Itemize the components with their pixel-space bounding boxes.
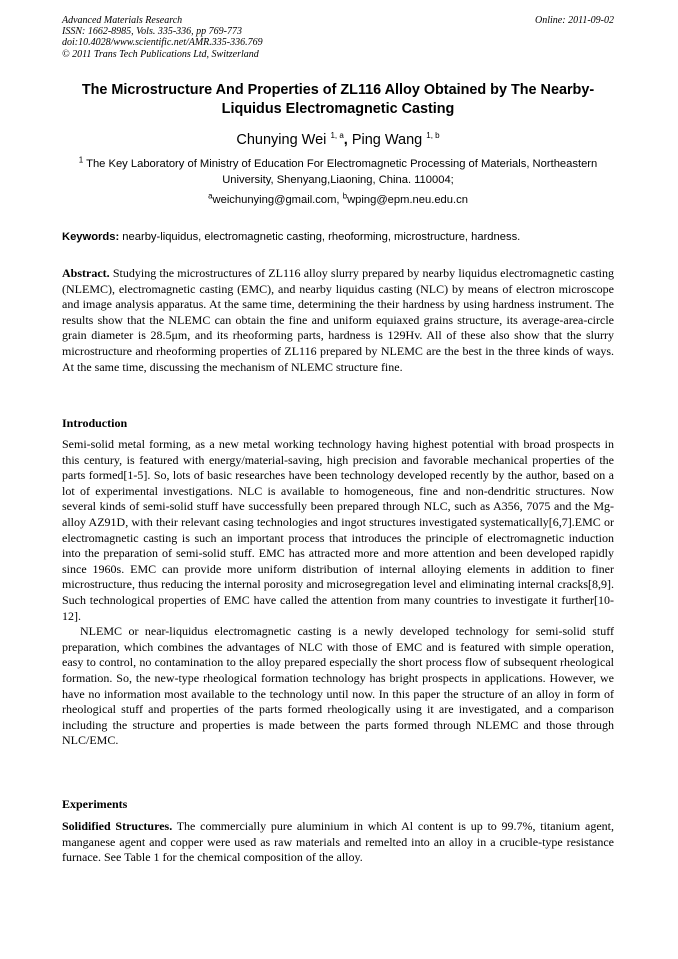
journal-name: Advanced Materials Research [62, 15, 183, 26]
online-date: Online: 2011-09-02 [535, 15, 614, 26]
email-mark: a [208, 191, 213, 201]
subsection-label: Solidified Structures. [62, 819, 173, 833]
experiments-section [62, 819, 614, 866]
experiments-paragraph [62, 819, 614, 866]
introduction-paragraph: NLEMC or near-liquidus electromagnetic casting is a newly developed technology for semi-solid stuff preparation, which combines the advantages of NLC with those of EMC and is featured with simple operation, easy to control, no contamination to the alloy prepared especially the short process flow of subsequent rheological formation. So, the new-type rheological formation technology has bright prospects in applications. However, we have no information most available to the technology until now. In this paper the structure of an alloy in form of rheological stuff and properties of the parts formed rheologically using it are investigated, and a comparison including the structure and properties is made between the parts formed through NLEMC and those through NLC/EMC. [62, 624, 614, 748]
introduction-section [62, 437, 614, 749]
keywords-label: Keywords: [62, 231, 120, 243]
abstract-section [62, 266, 614, 375]
abstract-label: Abstract. [62, 266, 110, 280]
author-separator: , [343, 132, 352, 148]
author-name: Chunying Wei [236, 132, 327, 148]
section-heading-introduction: Introduction [62, 416, 128, 430]
author-list [62, 131, 614, 149]
email-mark: b [342, 191, 348, 201]
copyright-line: © 2011 Trans Tech Publications Ltd, Switzerland [62, 48, 259, 60]
keywords-text: nearby-liquidus, electromagnetic casting, rheoforming, microstructure, hardness. [119, 231, 521, 243]
issn-line: ISSN: 1662-8985, Vols. 335-336, pp 769-773 [62, 26, 242, 38]
affiliation-text: The Key Laboratory of Ministry of Education For Electromagnetic Processing of Materials, Northeastern University, Shenyang,Liaoning, China. 110004; [86, 158, 598, 186]
email-address: wping@epm.neu.edu.cn [347, 194, 468, 206]
author-name: Ping Wang [351, 132, 423, 148]
doi-line: doi:10.4028/www.scientific.net/AMR.335-336.769 [62, 37, 263, 49]
author-affiliation-mark: 1, b [426, 131, 440, 141]
affiliation-mark: 1 [78, 155, 84, 165]
keywords [62, 230, 614, 244]
author-emails [62, 193, 614, 207]
introduction-paragraph: Semi-solid metal forming, as a new metal working technology having highest potential with broad prospects in this century, is featured with energy/material-saving, high precision and favorable mechanical properties of the parts formed[1-5]. So, lots of basic researches have been technology developed recently by the author, based on a lot of experimental investigations. NLC is available to homogeneous, fine and non-dendritic structures. Now several kinds of semi-solid stuff have successfully been prepared through NLC, such as A356, 7075 and the Mg-alloy AZ91D, with their relevant casing technologies and ingot structures investigated systematically[6,7].EMC or electromagnetic casting is such an important process that introduces the principle of electromagnetic induction into the preparation of semi-solid stuff. EMC has attracted more and more attention and been developed rapidly since 1960s. EMC can provide more uniform distribution of internal alloying elements in addition to finer microstructure, thus reducing the internal porosity and microsegregation level and eliminating internal cracks[8,9]. Such technological properties of EMC have called the attention from many countries to investigate it further[10-12]. [62, 437, 614, 623]
journal-header [62, 15, 263, 60]
affiliation [62, 156, 614, 188]
author-affiliation-mark: 1, a [330, 131, 344, 141]
email-separator: , [336, 194, 343, 206]
email-address: weichunying@gmail.com [212, 194, 337, 206]
section-heading-experiments: Experiments [62, 797, 128, 811]
abstract-paragraph [62, 266, 614, 375]
paper-title: The Microstructure And Properties of ZL116 Alloy Obtained by The Nearby-Liquidus Electromagnetic Casting [81, 82, 595, 117]
experiments-text: The commercially pure aluminium in which Al content is up to 99.7%, titanium agent, manganese agent and copper were used as raw materials and remelted into an alloy in a crucible-type resistance furnace. See Table 1 for the chemical composition of the alloy. [62, 819, 614, 865]
abstract-text: Studying the microstructures of ZL116 alloy slurry prepared by nearby liquidus electromagnetic casting (NLEMC), electromagnetic casting (EMC), and nearby liquidus casting (NLC) by means of electron microscope and image analysis apparatus. At the same time, determining the their hardness by using hardness instrument. The results show that the NLEMC can obtain the fine and uniform equiaxed grains structure, its average-area-circle grain diameter is 28.5μm, and its rheoforming parts, hardness is 129Hv. All of these also show that the slurry microstructure and rheoforming properties of ZL116 prepared by NLEMC are the best in the three kinds of ways. At the same time, discussing the mechanism of NLEMC structure fine. [62, 266, 614, 374]
